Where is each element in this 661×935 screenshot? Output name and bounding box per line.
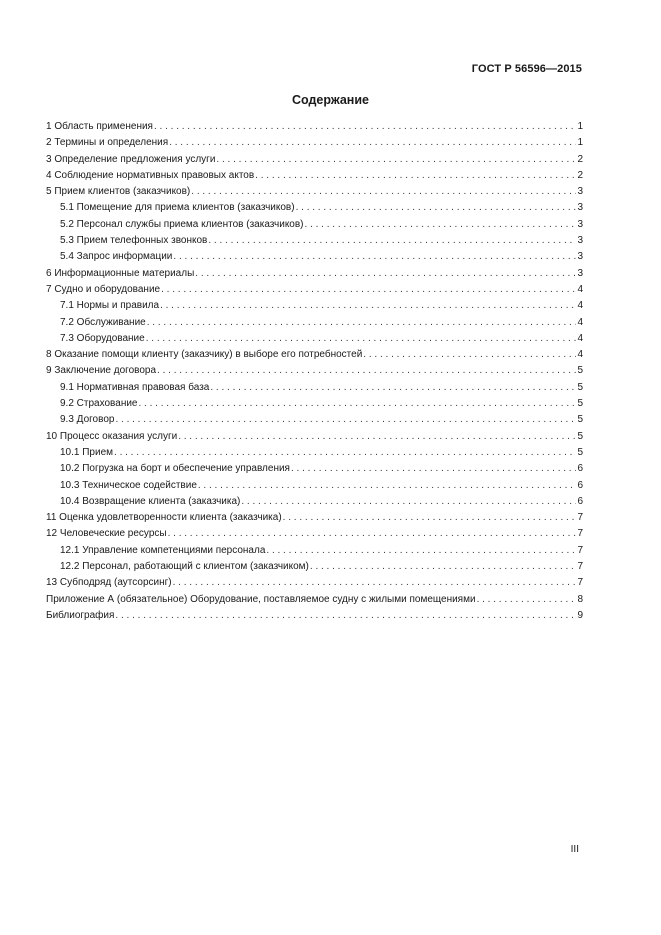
toc-entry-page: 4: [577, 332, 583, 344]
toc-entry-page: 5: [577, 414, 583, 426]
toc-leader-dots: [296, 200, 577, 216]
toc-entry-page: 5: [577, 365, 583, 377]
toc-entry[interactable]: [46, 200, 583, 216]
document-code: ГОСТ Р 56596—2015: [471, 63, 582, 75]
page-number: III: [570, 844, 579, 855]
toc-entry[interactable]: [46, 315, 583, 331]
toc-leader-dots: [210, 380, 576, 396]
toc-entry-label: 5.4 Запрос информации: [60, 251, 173, 263]
toc-entry[interactable]: [46, 429, 583, 445]
toc-entry[interactable]: [46, 152, 583, 168]
toc-entry-label: 12 Человеческие ресурсы: [46, 528, 167, 540]
toc-entry-page: 5: [577, 381, 583, 393]
toc-leader-dots: [157, 363, 576, 379]
toc-entry[interactable]: [46, 217, 583, 233]
toc-entry-page: 5: [577, 398, 583, 410]
toc-entry-page: 2: [577, 169, 583, 181]
toc-entry[interactable]: [46, 526, 583, 542]
toc-entry-label: 13 Субподряд (аутсорсинг): [46, 577, 172, 589]
toc-leader-dots: [146, 331, 577, 347]
toc-leader-dots: [173, 575, 577, 591]
toc-entry-label: 7.2 Обслуживание: [60, 316, 146, 328]
toc-leader-dots: [198, 478, 577, 494]
toc-entry-label: 8 Оказание помощи клиенту (заказчику) в выборе его потребностей: [46, 349, 363, 361]
toc-entry[interactable]: [46, 298, 583, 314]
toc-entry[interactable]: [46, 266, 583, 282]
toc-entry-label: 7 Судно и оборудование: [46, 283, 161, 295]
toc-entry[interactable]: [46, 282, 583, 298]
toc-entry[interactable]: [46, 249, 583, 265]
toc-entry-page: 3: [577, 267, 583, 279]
toc-entry[interactable]: [46, 510, 583, 526]
toc-entry-label: 5.1 Помещение для приема клиентов (заказчиков): [60, 202, 295, 214]
toc-entry-label: 12.1 Управление компетенциями персонала: [60, 544, 266, 556]
toc-entry-page: 6: [577, 495, 583, 507]
toc-entry-page: 6: [577, 479, 583, 491]
toc-entry-page: 3: [577, 235, 583, 247]
toc-entry-label: 9.2 Страхование: [60, 398, 138, 410]
toc-entry[interactable]: [46, 478, 583, 494]
toc-leader-dots: [477, 592, 577, 608]
toc-entry[interactable]: [46, 575, 583, 591]
toc-leader-dots: [168, 526, 577, 542]
toc-entry-page: 4: [577, 316, 583, 328]
toc-entry-label: Библиография: [46, 609, 115, 621]
toc-entry[interactable]: [46, 347, 583, 363]
toc-entry-page: 9: [577, 609, 583, 621]
toc-entry[interactable]: [46, 543, 583, 559]
toc-entry-label: 9.1 Нормативная правовая база: [60, 381, 210, 393]
toc-entry-page: 7: [577, 577, 583, 589]
toc-entry-label: 12.2 Персонал, работающий с клиентом (заказчиком): [60, 561, 309, 573]
toc-entry-label: 9.3 Договор: [60, 414, 115, 426]
toc-leader-dots: [363, 347, 576, 363]
toc-entry-page: 2: [577, 153, 583, 165]
toc-leader-dots: [114, 445, 576, 461]
toc-entry-label: 11 Оценка удовлетворенности клиента (заказчика): [46, 512, 282, 524]
toc-leader-dots: [241, 494, 576, 510]
toc-entry-label: 7.3 Оборудование: [60, 332, 145, 344]
toc-leader-dots: [208, 233, 576, 249]
toc-entry-page: 1: [577, 121, 583, 132]
toc-entry-page: 3: [577, 251, 583, 263]
toc-entry-label: 5.3 Прием телефонных звонков: [60, 235, 208, 247]
toc-leader-dots: [115, 412, 576, 428]
toc-leader-dots: [255, 168, 576, 184]
toc-entry-page: 6: [577, 463, 583, 475]
toc-leader-dots: [154, 119, 576, 135]
toc-entry-page: 7: [577, 561, 583, 573]
toc-entry[interactable]: [46, 608, 583, 624]
toc-leader-dots: [291, 461, 576, 477]
toc-entry[interactable]: [46, 168, 583, 184]
toc-entry-page: 7: [577, 544, 583, 556]
toc-entry[interactable]: [46, 119, 583, 135]
toc-entry-page: 5: [577, 446, 583, 458]
toc-entry-page: 3: [577, 186, 583, 198]
toc-leader-dots: [161, 282, 576, 298]
toc-entry[interactable]: [46, 363, 583, 379]
toc-leader-dots: [216, 152, 576, 168]
toc-entry[interactable]: [46, 592, 583, 608]
toc-leader-dots: [305, 217, 577, 233]
toc-entry[interactable]: [46, 559, 583, 575]
toc-entry-label: 4 Соблюдение нормативных правовых актов: [46, 169, 255, 181]
toc-entry-page: 4: [577, 300, 583, 312]
toc-entry-label: 6 Информационные материалы: [46, 267, 195, 279]
toc-entry-page: 4: [577, 283, 583, 295]
toc-entry-page: 7: [577, 512, 583, 524]
toc-entry-label: 10 Процесс оказания услуги: [46, 430, 178, 442]
toc-entry-label: 9 Заключение договора: [46, 365, 157, 377]
toc-leader-dots: [191, 184, 576, 200]
toc-entry[interactable]: [46, 445, 583, 461]
toc-entry-page: 1: [577, 137, 583, 149]
toc-entry[interactable]: [46, 396, 583, 412]
toc-entry-label: 3 Определение предложения услуги: [46, 153, 216, 165]
toc-entry-page: 5: [577, 430, 583, 442]
toc-entry-label: 5 Прием клиентов (заказчиков): [46, 186, 191, 198]
toc-entry[interactable]: [46, 233, 583, 249]
toc-leader-dots: [195, 266, 576, 282]
toc-entry[interactable]: [46, 380, 583, 396]
toc-entry-label: Приложение А (обязательное) Оборудование, поставляемое судну с жилыми помещениями: [46, 593, 476, 605]
toc-leader-dots: [310, 559, 577, 575]
toc-entry-label: 5.2 Персонал службы приема клиентов (заказчиков): [60, 218, 304, 230]
toc-entry-page: 4: [577, 349, 583, 361]
toc-leader-dots: [139, 396, 577, 412]
toc-leader-dots: [266, 543, 576, 559]
toc-title: Содержание: [291, 93, 369, 107]
toc-entry-page: 8: [577, 593, 583, 605]
toc-leader-dots: [173, 249, 576, 265]
toc-entry-page: 3: [577, 218, 583, 230]
toc-entry-page: 7: [577, 528, 583, 540]
toc-leader-dots: [283, 510, 577, 526]
toc-entry-label: 10.1 Прием: [60, 446, 114, 458]
table-of-contents: [46, 119, 583, 624]
toc-entry-label: 2 Термины и определения: [46, 137, 169, 149]
toc-entry-page: 3: [577, 202, 583, 214]
toc-leader-dots: [169, 135, 576, 151]
toc-entry-label: 10.2 Погрузка на борт и обеспечение управления: [60, 463, 290, 475]
toc-entry[interactable]: [46, 412, 583, 428]
toc-entry[interactable]: [46, 461, 583, 477]
toc-entry[interactable]: [46, 135, 583, 151]
toc-entry-label: 7.1 Нормы и правила: [60, 300, 160, 312]
toc-entry[interactable]: [46, 184, 583, 200]
toc-leader-dots: [160, 298, 576, 314]
toc-entry-label: 10.3 Техническое содействие: [60, 479, 197, 491]
toc-leader-dots: [178, 429, 576, 445]
toc-entry-label: 1 Область применения: [46, 121, 153, 132]
toc-entry-label: 10.4 Возвращение клиента (заказчика): [60, 495, 241, 507]
toc-leader-dots: [147, 315, 577, 331]
toc-entry[interactable]: [46, 494, 583, 510]
toc-leader-dots: [115, 608, 576, 624]
toc-entry[interactable]: [46, 331, 583, 347]
